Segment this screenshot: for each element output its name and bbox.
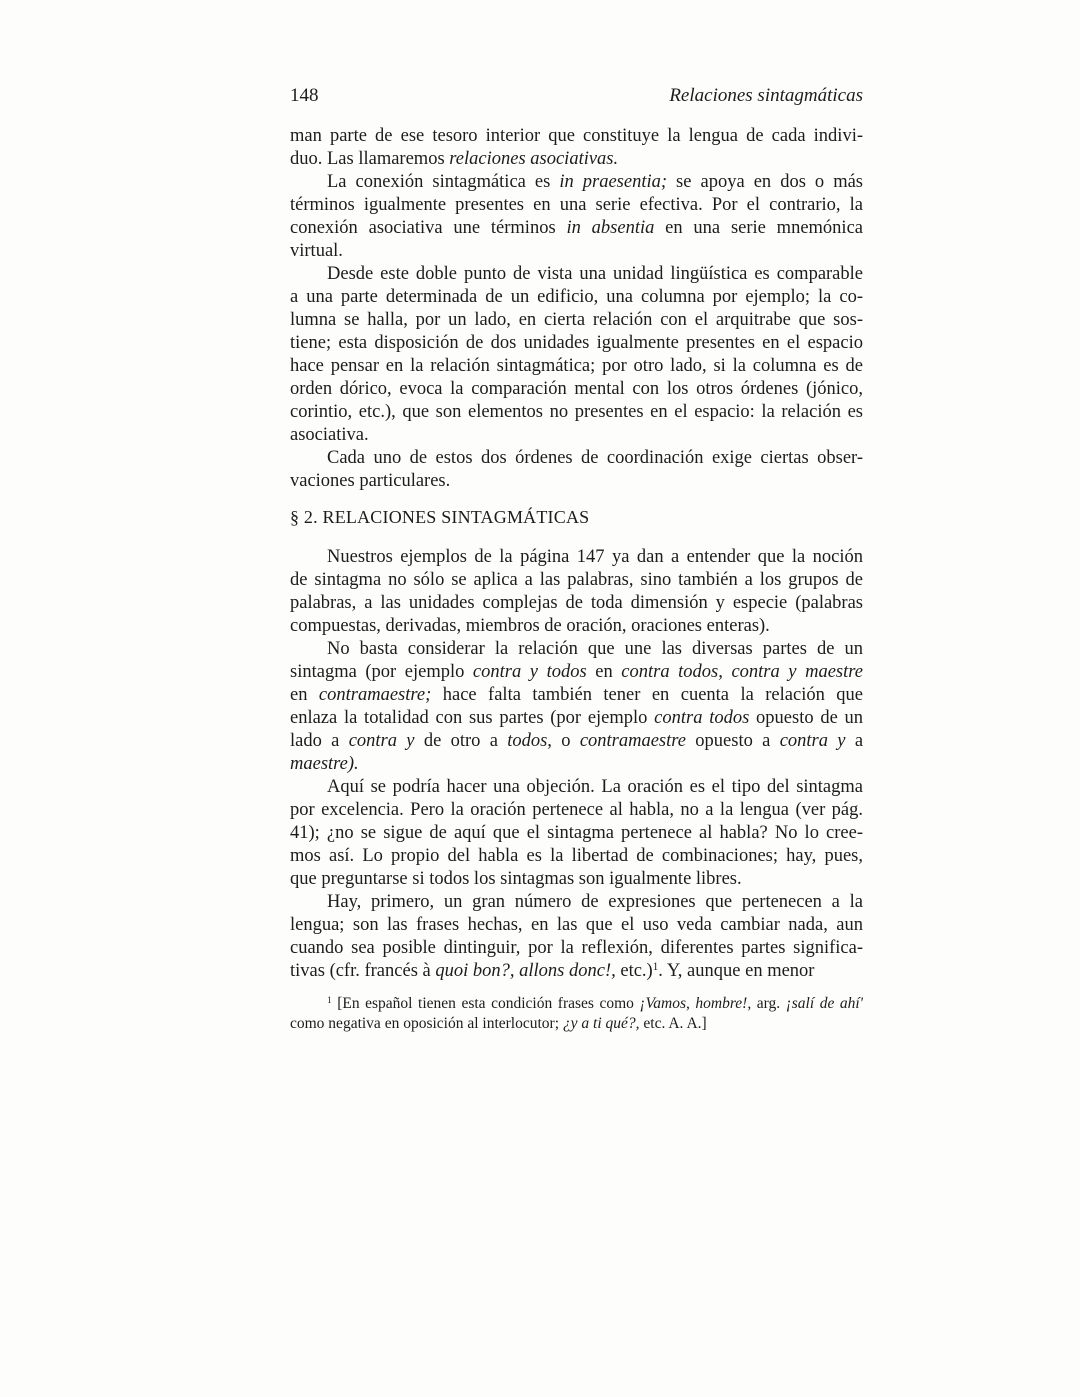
text-line [290,730,863,753]
text-run: virtual. [290,241,343,261]
text-line [290,914,863,937]
text-line [290,378,863,401]
italic-run: ¿y a ti qué?, [562,1014,640,1032]
text-line [290,401,863,424]
text-run: conexión asociativa une términos [290,218,567,238]
text-run: asociativa. [290,425,369,445]
text-line [290,684,863,707]
text-run: hace falta también tener en cuenta la relación que [431,685,863,705]
running-title: Relaciones sintagmáticas [669,85,863,106]
text-run: lengua; son las frases hechas, en las que el uso veda cambiar nada, aun [290,915,863,935]
text-line [290,470,863,493]
text-line [290,240,863,263]
text-run: palabras, a las unidades complejas de toda dimensión y especie (palabras [290,593,863,613]
text-run: opuesto de un [749,708,863,728]
text-line [290,776,863,799]
italic-run: contramaestre [579,731,686,751]
text-line [290,569,863,592]
text-line [290,355,863,378]
text-line [290,753,863,776]
page-number: 148 [290,85,319,106]
text-run: duo. Las llamaremos [290,149,450,169]
text-run: en [290,685,319,705]
text-run: compuestas, derivadas, miembros de oración, oraciones enteras). [290,616,770,636]
italic-run: maestre). [290,754,359,774]
text-line [290,868,863,891]
text-run: Aquí se podría hacer una objeción. La oración es el tipo del sintagma [327,777,863,797]
text-line [290,891,863,914]
text-run: tiene; esta disposición de dos unidades igualmente presentes en el espacio [290,333,863,353]
paragraph [290,263,863,447]
text-run: man parte de ese tesoro interior que constituye la lengua de cada indivi- [290,126,863,146]
italic-run: contra y [779,731,846,751]
italic-run: contramaestre; [318,685,432,705]
text-line [290,217,863,240]
footnote-ref: 1 [652,960,659,973]
italic-run: quoi bon?, [435,961,515,981]
text-run: a [845,731,863,751]
text-run: términos igualmente presentes en una serie efectiva. Por el contrario, la [290,195,863,215]
text-run: tivas (cfr. francés à [290,961,436,981]
text-run: corintio, etc.), que son elementos no presentes en el espacio: la relación es [290,402,863,422]
text-line [290,194,863,217]
section-heading: § 2. RELACIONES SINTAGMÁTICAS [290,507,590,527]
text-run: opuesto a [686,731,780,751]
italic-run: contra todos [654,708,750,728]
text-line [290,822,863,845]
paragraph [290,171,863,263]
text-run: por excelencia. Pero la oración pertenece al habla, no a la lengua (ver pág. [290,800,863,820]
text-run: Desde este doble punto de vista una unidad lingüística es comparable [327,264,863,284]
italic-run: relaciones asociativas. [449,149,619,169]
text-line [290,546,863,569]
text-run: etc. A. A.] [639,1014,707,1032]
text-run: como negativa en oposición al interlocutor; [290,1014,563,1032]
italic-run: todos, [507,731,552,751]
text-line [290,309,863,332]
text-run: enlaza la totalidad con sus partes (por ejemplo [290,708,655,728]
text-run: Nuestros ejemplos de la página 147 ya dan a entender que la noción [327,547,863,567]
text-run: en una serie mnemónica [654,218,863,238]
text-run: de otro a [414,731,508,751]
text-run: hace pensar en la relación sintagmática; por otro lado, si la columna es de [290,356,863,376]
text-run: No basta considerar la relación que une las diversas partes de un [327,639,863,659]
text-run: [En español tienen esta condición frases como [331,995,640,1012]
text-run: o [551,731,580,751]
text-run: La conexión sintagmática es [327,172,560,192]
paragraph [290,638,863,776]
italic-run: contra y [348,731,415,751]
text-run: sintagma (por ejemplo [290,662,473,682]
italic-run: allons donc!, [519,961,616,981]
italic-run: contra y todos [472,662,587,682]
paragraph [290,891,863,983]
footnote-ref: 1 [327,995,332,1006]
text-line [290,638,863,661]
text-run: cuando sea posible dintinguir, por la reflexión, diferentes partes significa- [290,938,863,958]
text-run: . Y, aunque en menor [658,961,815,981]
text-line [290,592,863,615]
text-run: orden dórico, evoca la comparación mental con los otros órdenes (jónico, [290,379,863,399]
italic-run: ¡salí de ahí' [785,995,863,1012]
text-line [290,125,863,148]
text-run: lado a [290,731,349,751]
text-run: que preguntarse si todos los sintagmas son igualmente libres. [290,869,742,889]
text-line [290,263,863,286]
paragraph [290,776,863,891]
text-line [290,994,863,1014]
text-line [290,960,863,983]
text-line [290,286,863,309]
text-line [290,707,863,730]
text-run: de sintagma no sólo se aplica a las palabras, sino también a los grupos de [290,570,863,590]
text-run: a una parte determinada de un edificio, una columna por ejemplo; la co- [290,287,863,307]
text-run: etc.) [615,961,653,981]
footnote [290,994,863,1033]
text-line [290,332,863,355]
text-line [290,1014,863,1034]
italic-run: in absentia [566,218,655,238]
italic-run: ¡Vamos, hombre!, [639,995,752,1012]
text-run: mos así. Lo propio del habla es la libertad de combinaciones; hay, pues, [290,846,863,866]
text-run: vaciones particulares. [290,471,451,491]
text-line [290,937,863,960]
body-text [290,125,863,983]
text-line [290,615,863,638]
text-run: se apoya en dos o más [667,172,863,192]
paragraph [290,447,863,493]
text-run: Cada uno de estos dos órdenes de coordinación exige ciertas obser- [327,448,863,468]
text-run: lumna se halla, por un lado, en cierta relación con el arquitrabe que sos- [290,310,863,330]
text-run: arg. [751,995,786,1012]
paragraph [290,125,863,171]
italic-run: in praesentia; [559,172,668,192]
text-line [290,424,863,447]
text-run: 41); ¿no se sigue de aquí que el sintagma pertenece al habla? No lo cree- [290,823,863,843]
page-header [290,84,863,107]
text-line [290,845,863,868]
text-line [290,171,863,194]
text-column [290,125,863,1033]
paragraph [290,546,863,638]
text-line [290,799,863,822]
text-line [290,148,863,171]
text-line [290,661,863,684]
text-line [290,447,863,470]
text-run: Hay, primero, un gran número de expresiones que pertenecen a la [327,892,863,912]
text-run: en [586,662,622,682]
italic-run: contra todos, contra y maestre [621,662,863,682]
